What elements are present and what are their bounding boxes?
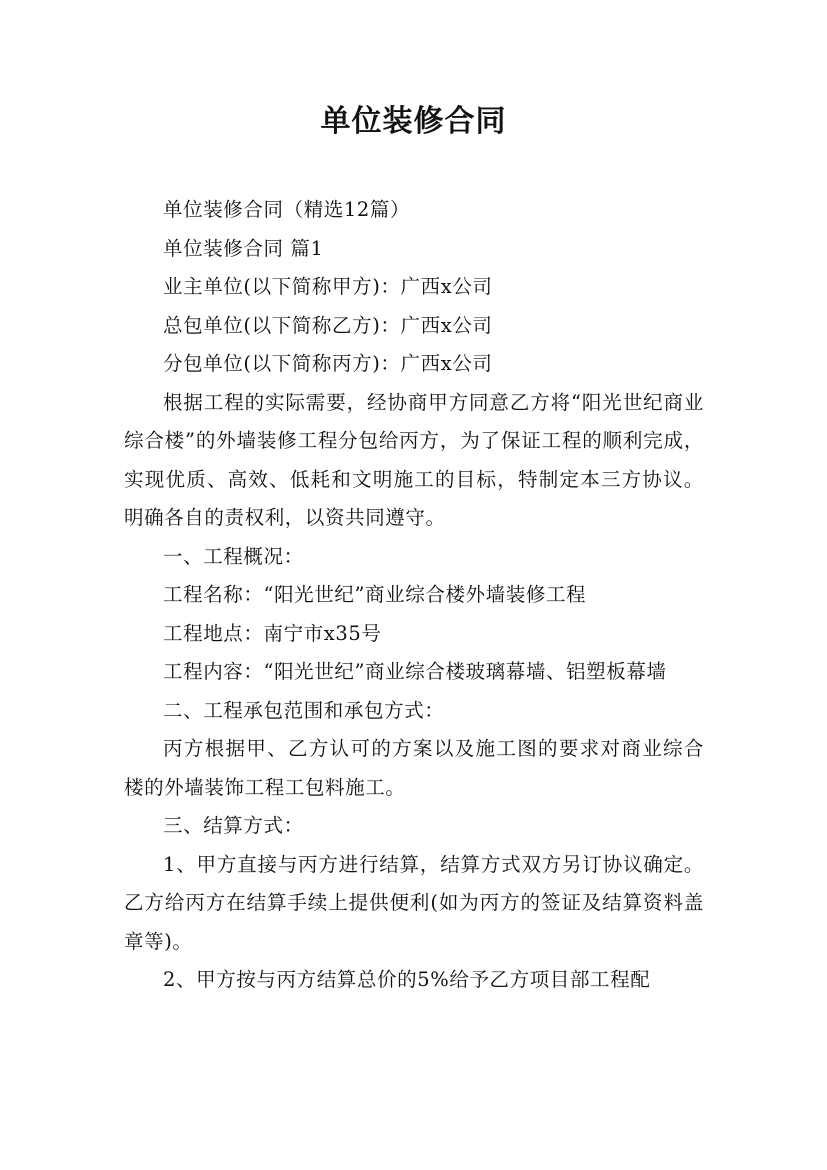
paragraph-project-location: 工程地点：南宁市x35号	[163, 621, 382, 645]
paragraph-settlement-1: 1、甲方直接与丙方进行结算，结算方式双方另订协议确定。乙方给丙方在结算手续上提供便利(如为丙方的签证及结算资料盖章等)。	[124, 852, 704, 953]
paragraph-party-b: 总包单位(以下简称乙方)：广西x公司	[163, 313, 493, 337]
paragraph-project-content: 工程内容：“阳光世纪”商业综合楼玻璃幕墙、铝塑板幕墙	[163, 660, 667, 683]
paragraph-scope-detail: 丙方根据甲、乙方认可的方案以及施工图的要求对商业综合楼的外墙装饰工程工包料施工。	[124, 737, 704, 799]
paragraph-preamble: 根据工程的实际需要，经协商甲方同意乙方将“阳光世纪商业综合楼”的外墙装修工程分包给丙方，为了保证工程的顺利完成，实现优质、高效、低耗和文明施工的目标，特制定本三方协议。明确各自的责权利，以资共同遵守。	[124, 390, 704, 529]
paragraph-project-name: 工程名称：“阳光世纪”商业综合楼外墙装修工程	[163, 583, 587, 606]
paragraph-section-heading: 单位装修合同 篇1	[163, 236, 324, 260]
document-body	[124, 191, 704, 1000]
document-title: 单位装修合同	[320, 104, 507, 139]
paragraph-subtitle: 单位装修合同（精选12篇）	[163, 198, 411, 221]
paragraph-party-c: 分包单位(以下简称丙方)：广西x公司	[163, 352, 493, 375]
paragraph-heading-scope: 二、工程承包范围和承包方式：	[163, 698, 445, 722]
paragraph-heading-settlement: 三、结算方式：	[163, 814, 304, 837]
paragraph-heading-overview: 一、工程概况：	[163, 544, 304, 568]
paragraph-party-a: 业主单位(以下简称甲方)：广西x公司	[163, 275, 493, 298]
paragraph-settlement-2: 2、甲方按与丙方结算总价的5%给予乙方项目部工程配	[163, 968, 651, 991]
